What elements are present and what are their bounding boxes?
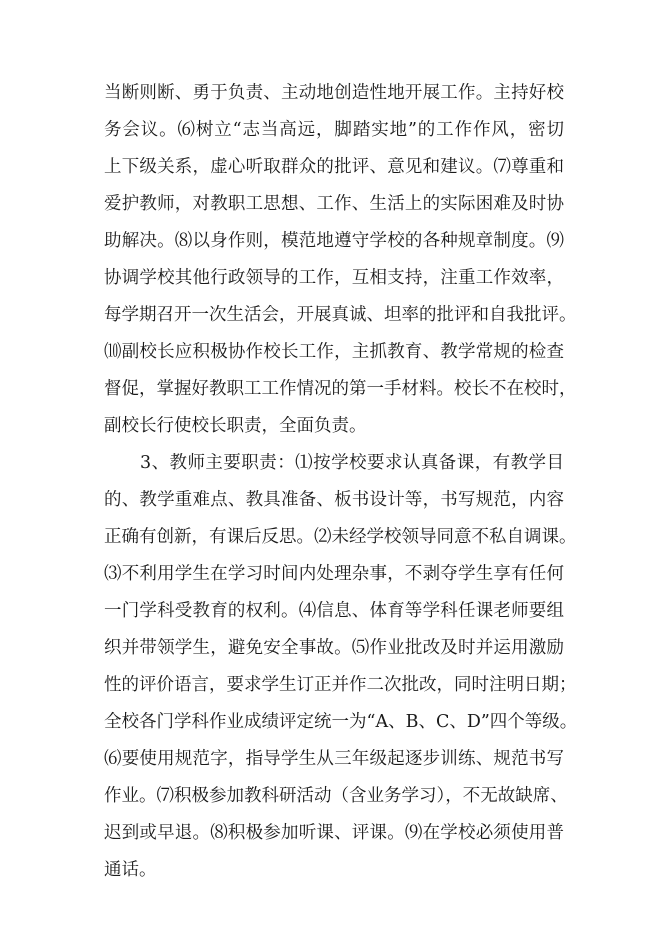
text-line: 全校各门学科作业成绩评定统一为“A、B、C、D”四个等级。 [104,712,578,732]
text-line: ⑽副校长应积极协作校长工作，主抓教育、教学常规的检查 [104,342,564,362]
text-line: 性的评价语言，要求学生订正并作二次批改，同时注明日期； [104,675,577,695]
text-line: 督促，掌握好教职工工作情况的第一手材料。校长不在校时， [104,379,577,399]
text-line: 协调学校其他行政领导的工作，互相支持，注重工作效率， [104,268,564,288]
text-line: 副校长行使校长职责，全面负责。 [104,416,367,436]
text-line: ⑶不利用学生在学习时间内处理杂事，不剥夺学生享有任何 [104,564,564,584]
section-heading-line: 3、教师主要职责：⑴按学校要求认真备课，有教学目 [140,453,564,473]
text-line: 当断则断、勇于负责、主动地创造性地开展工作。主持好校 [104,83,564,103]
text-line: ⑹要使用规范字，指导学生从三年级起逐步训练、规范书写 [104,749,564,769]
text-line: 爱护教师，对教职工思想、工作、生活上的实际困难及时协 [104,194,564,214]
text-line: 一门学科受教育的权利。⑷信息、体育等学科任课老师要组 [104,601,564,621]
text-line: 作业。⑺积极参加教科研活动（含业务学习），不无故缺席、 [104,786,568,806]
text-line: 上下级关系，虚心听取群众的批评、意见和建议。⑺尊重和 [104,157,564,177]
text-line: 通话。 [104,860,157,880]
text-line: 助解决。⑻以身作则，模范地遵守学校的各种规章制度。⑼ [104,231,564,251]
text-line: 每学期召开一次生活会，开展真诚、坦率的批评和自我批评。 [104,305,577,325]
text-line: 迟到或早退。⑻积极参加听课、评课。⑼在学校必须使用普 [104,823,564,843]
text-line: 务会议。⑹树立“志当高远，脚踏实地”的工作作风，密切 [104,120,564,140]
text-line: 正确有创新，有课后反思。⑵未经学校领导同意不私自调课。 [104,527,577,547]
text-line: 的、教学重难点、教具准备、板书设计等，书写规范，内容 [104,490,564,510]
text-line: 织并带领学生，避免安全事故。⑸作业批改及时并运用激励 [104,638,564,658]
